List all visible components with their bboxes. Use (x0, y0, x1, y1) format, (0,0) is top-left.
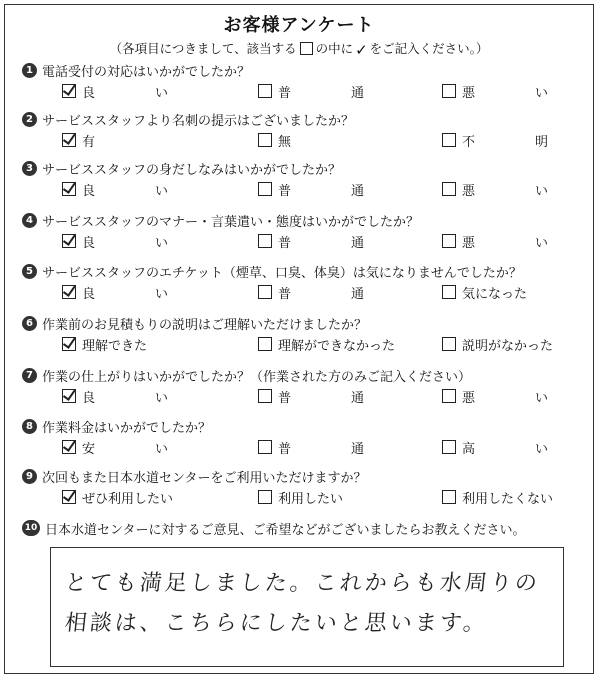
checkbox-icon[interactable] (62, 234, 76, 248)
question-number-badge: 3 (22, 161, 37, 176)
checkbox-icon[interactable] (442, 285, 456, 299)
checkbox-icon[interactable] (62, 133, 76, 147)
checkbox-icon[interactable] (258, 285, 272, 299)
question-6-option-2[interactable] (258, 335, 395, 353)
question-8-option-2[interactable] (258, 438, 364, 456)
question-1-option-2[interactable] (258, 82, 364, 100)
question-6 (22, 313, 367, 333)
question-text: 電話受付の対応はいかがでしたか？ (42, 64, 251, 80)
option-label: 普 通 (278, 390, 364, 406)
question-1-option-3[interactable] (442, 82, 548, 100)
checkbox-icon[interactable] (258, 337, 272, 351)
question-7-option-1[interactable] (62, 387, 168, 405)
question-text: 作業の仕上がりはいかがでしたか？（作業された方のみご記入ください） (42, 369, 472, 385)
question-number-badge: 2 (22, 112, 37, 127)
survey-title: お客様アンケート (223, 15, 375, 36)
option-label: 高 い (462, 441, 548, 457)
option-label: 悪 い (462, 85, 548, 101)
question-4-option-3[interactable] (442, 232, 548, 250)
option-label: 悪 い (462, 235, 548, 251)
question-3-option-3[interactable] (442, 180, 548, 198)
question-text: 日本水道センターに対するご意見、ご希望などがございましたらお教えください。 (45, 522, 526, 538)
question-text: サービススタッフの身だしなみはいかがでしたか？ (42, 162, 342, 178)
question-4 (22, 210, 419, 230)
checkbox-icon[interactable] (258, 182, 272, 196)
option-label: ぜひ利用したい (82, 491, 174, 507)
option-label: 普 通 (278, 183, 364, 199)
checkbox-icon[interactable] (258, 389, 272, 403)
checkbox-icon[interactable] (258, 440, 272, 454)
question-3 (22, 158, 341, 178)
question-2 (22, 109, 354, 129)
checkbox-icon[interactable] (258, 84, 272, 98)
option-label: 悪 い (462, 183, 548, 199)
option-label: 普 通 (278, 85, 364, 101)
question-5-option-3[interactable] (442, 283, 527, 301)
question-2-option-1[interactable] (62, 131, 95, 149)
question-9 (22, 466, 366, 486)
question-1 (22, 60, 250, 80)
question-text: 作業前のお見積もりの説明はご理解いただけましたか？ (42, 317, 368, 333)
question-2-option-2[interactable] (258, 131, 291, 149)
handwritten-comment-line-1: とても満足しました。これからも水周りの (63, 571, 542, 596)
question-6-option-1[interactable] (62, 335, 147, 353)
question-8 (22, 416, 211, 436)
checkbox-icon[interactable] (442, 440, 456, 454)
checkmark-icon: ✓ (355, 41, 368, 59)
checkbox-icon[interactable] (442, 234, 456, 248)
question-number-badge: 9 (22, 469, 37, 484)
checkbox-sample-icon (300, 42, 313, 55)
option-label: 良 い (82, 235, 168, 251)
question-5-option-1[interactable] (62, 283, 168, 301)
question-8-option-3[interactable] (442, 438, 548, 456)
checkbox-icon[interactable] (258, 133, 272, 147)
instructions-part-1: （各項目につきまして、該当する (109, 41, 297, 56)
option-label: 良 い (82, 390, 168, 406)
option-label: 無 (278, 134, 292, 150)
checkbox-icon[interactable] (62, 490, 76, 504)
question-7-option-2[interactable] (258, 387, 364, 405)
checkbox-icon[interactable] (442, 84, 456, 98)
question-text: サービススタッフのエチケット（煙草、口臭、体臭）は気になりませんでしたか？ (42, 265, 522, 281)
question-number-badge: 8 (22, 419, 37, 434)
option-label: 利用したい (278, 491, 344, 507)
question-4-option-1[interactable] (62, 232, 168, 250)
checkbox-icon[interactable] (62, 182, 76, 196)
question-number-badge: 5 (22, 264, 37, 279)
checkbox-icon[interactable] (62, 285, 76, 299)
question-9-option-1[interactable] (62, 488, 173, 506)
question-text: 次回もまた日本水道センターをご利用いただけますか？ (42, 470, 367, 486)
checkbox-icon[interactable] (62, 440, 76, 454)
option-label: 理解できた (82, 338, 148, 354)
question-1-option-1[interactable] (62, 82, 168, 100)
question-10 (22, 518, 525, 538)
survey-instructions (5, 39, 593, 59)
checkbox-icon[interactable] (442, 490, 456, 504)
option-label: 普 通 (278, 235, 364, 251)
question-6-option-3[interactable] (442, 335, 553, 353)
question-7-option-3[interactable] (442, 387, 548, 405)
instructions-part-2: の中に (315, 41, 354, 56)
option-label: 説明がなかった (462, 338, 554, 354)
option-label: 良 い (82, 286, 168, 302)
question-3-option-1[interactable] (62, 180, 168, 198)
option-label: 有 (82, 134, 96, 150)
question-text: 作業料金はいかがでしたか？ (42, 420, 212, 436)
option-label: 良 い (82, 183, 168, 199)
option-label: 理解ができなかった (278, 338, 396, 354)
question-5 (22, 261, 522, 281)
question-7 (22, 365, 471, 385)
question-8-option-1[interactable] (62, 438, 168, 456)
comment-box[interactable] (50, 547, 564, 667)
checkbox-icon[interactable] (258, 234, 272, 248)
option-label: 気になった (462, 286, 528, 302)
option-label: 良 い (82, 85, 168, 101)
question-2-option-3[interactable] (442, 131, 548, 149)
option-label: 利用したくない (462, 491, 554, 507)
option-label: 不 明 (462, 134, 548, 150)
question-number-badge: 7 (22, 368, 37, 383)
question-number-badge: 4 (22, 213, 37, 228)
checkbox-icon[interactable] (442, 133, 456, 147)
question-text: サービススタッフより名刺の提示はございましたか？ (42, 113, 355, 129)
checkbox-icon[interactable] (258, 490, 272, 504)
question-9-option-2[interactable] (258, 488, 343, 506)
checkbox-icon[interactable] (442, 182, 456, 196)
option-label: 普 通 (278, 286, 364, 302)
handwritten-comment-line-2: 相談は、こちらにしたいと思います。 (63, 611, 490, 636)
option-label: 悪 い (462, 390, 548, 406)
checkbox-icon[interactable] (442, 337, 456, 351)
question-text: サービススタッフのマナー・言葉遣い・態度はいかがでしたか？ (42, 214, 420, 230)
question-number-badge: 1 (22, 63, 37, 78)
checkbox-icon[interactable] (442, 389, 456, 403)
option-label: 安 い (82, 441, 168, 457)
checkbox-icon[interactable] (62, 389, 76, 403)
question-number-badge: 10 (22, 520, 40, 536)
checkbox-icon[interactable] (62, 84, 76, 98)
option-label: 普 通 (278, 441, 364, 457)
question-4-option-2[interactable] (258, 232, 364, 250)
question-3-option-2[interactable] (258, 180, 364, 198)
question-number-badge: 6 (22, 316, 37, 331)
instructions-part-3: をご記入ください。） (369, 41, 489, 56)
question-5-option-2[interactable] (258, 283, 364, 301)
checkbox-icon[interactable] (62, 337, 76, 351)
question-9-option-3[interactable] (442, 488, 553, 506)
